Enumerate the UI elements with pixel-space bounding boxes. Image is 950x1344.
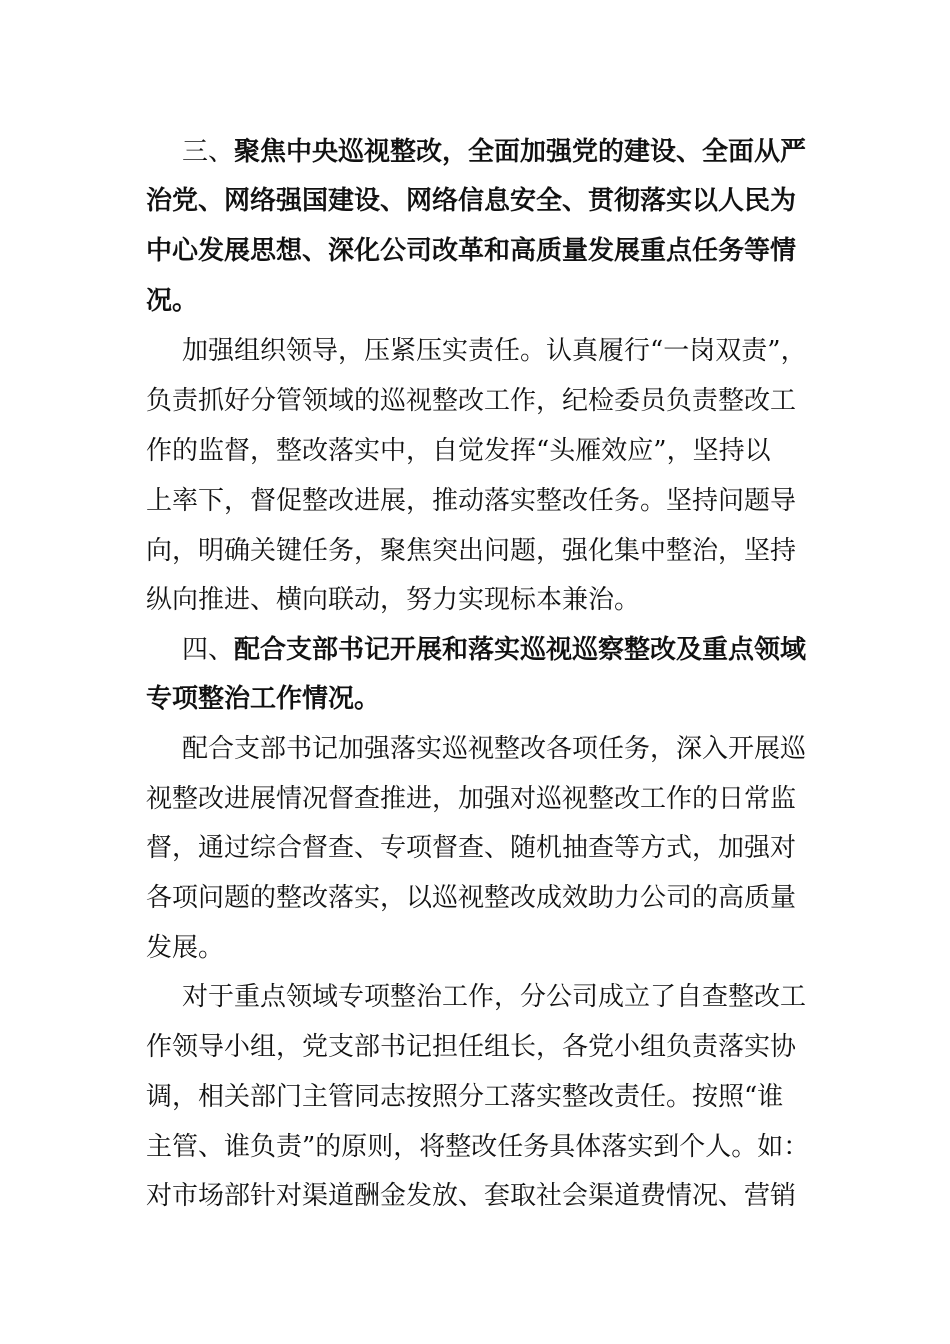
paragraph-2-line-5: 发展。 bbox=[146, 933, 225, 963]
paragraph-3-line-4: 主管、谁负责”的原则，将整改任务具体落实到个人。如： bbox=[146, 1132, 810, 1162]
section-3-title: 聚焦中央巡视整改，全面加强党的建设、全面从严 bbox=[234, 137, 807, 167]
section-3-heading-line-2: 治党、网络强国建设、网络信息安全、贯彻落实以人民为 bbox=[146, 186, 797, 216]
section-3-heading-line-3: 中心发展思想、深化公司改革和高质量发展重点任务等情 bbox=[146, 236, 797, 266]
paragraph-1-line-1: 加强组织领导，压紧压实责任。认真履行“一岗双责”， bbox=[182, 336, 807, 366]
paragraph-1-line-6: 纵向推进、横向联动，努力实现标本兼治。 bbox=[146, 585, 641, 615]
paragraph-3-line-5: 对市场部针对渠道酬金发放、套取社会渠道费情况、营销 bbox=[146, 1181, 797, 1211]
paragraph-3-line-1: 对于重点领域专项整治工作，分公司成立了自查整改工 bbox=[182, 982, 807, 1012]
section-3-heading-line-1 bbox=[182, 132, 862, 172]
paragraph-2-line-4: 各项问题的整改落实，以巡视整改成效助力公司的高质量 bbox=[146, 883, 797, 913]
section-4-heading-line-2: 专项整治工作情况。 bbox=[146, 684, 381, 714]
paragraph-1-line-2: 负责抓好分管领域的巡视整改工作，纪检委员负责整改工 bbox=[146, 386, 797, 416]
section-3-number: 三、 bbox=[182, 137, 235, 167]
paragraph-1-line-3: 作的监督，整改落实中，自觉发挥“头雁效应”，坚持以 bbox=[146, 436, 771, 466]
paragraph-1-line-5: 向，明确关键任务，聚焦突出问题，强化集中整治，坚持 bbox=[146, 536, 797, 566]
section-4-title: 配合支部书记开展和落实巡视巡察整改及重点领域 bbox=[234, 635, 807, 665]
section-4-heading-line-1 bbox=[182, 630, 862, 670]
paragraph-2-line-2: 视整改进展情况督查推进，加强对巡视整改工作的日常监 bbox=[146, 784, 797, 814]
paragraph-3-line-2: 作领导小组，党支部书记担任组长，各党小组负责落实协 bbox=[146, 1032, 797, 1062]
paragraph-3-line-3: 调，相关部门主管同志按照分工落实整改责任。按照“谁 bbox=[146, 1082, 784, 1112]
paragraph-1-line-4: 上率下，督促整改进展，推动落实整改任务。坚持问题导 bbox=[146, 486, 797, 516]
section-3-heading-line-4: 况。 bbox=[146, 286, 199, 316]
paragraph-2-line-1: 配合支部书记加强落实巡视整改各项任务，深入开展巡 bbox=[182, 734, 807, 764]
section-4-number: 四、 bbox=[182, 635, 235, 665]
paragraph-2-line-3: 督，通过综合督查、专项督查、随机抽查等方式，加强对 bbox=[146, 833, 797, 863]
